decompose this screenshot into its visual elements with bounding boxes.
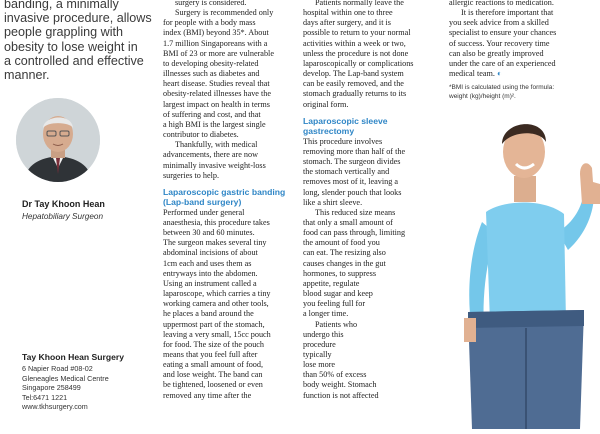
column-3 [303,0,443,401]
column-2 [163,0,295,401]
paragraph: Performed under general anaesthesia, this procedure takes between 30 and 60 minutes. The surgeon makes several tiny abdominal incisions of about 1cm each and uses them as entryways into the abdomen. Using an instrument called a laparoscope, which carries a tiny working camera and other tools, he places a band around the uppermost part of the stomach, leaving a very small, 15cc pouch for food. The size of the pouch means that you feel full after eating a small amount of food, and lose weight. The band can be tightened, loosened or even removed any time after the [163,207,271,400]
clinic-address [22,352,152,412]
lead-text: banding, a minimally invasive procedure, allows people grappling with obesity to lose weight in a controlled and effective manner. [4,0,152,83]
man-figure [446,112,600,429]
paragraph: Patients who undergo this procedure typically lose more than 50% of excess body weight. Stomach function is not affected [303,319,379,400]
doctor-name: Dr Tay Khoon Hean [22,199,105,209]
clinic-address-line: 6 Napier Road #08-02 [22,364,93,373]
clinic-address-line: Gleneagles Medical Centre [22,373,109,383]
clinic-address-line: Singapore 258499 [22,383,81,393]
section-heading: Laparoscopic sleeve gastrectomy [303,115,388,136]
column-4 [449,0,597,101]
paragraph: Thankfully, with medical advancements, there are now minimally invasive weight-loss surgeries to help. [163,140,266,180]
weight-loss-man-illustration [446,112,600,429]
paragraph: Surgery is recommended only for people with a body mass index (BMI) beyond 35*. About 1.7 million Singaporeans with a BMI of 23 or more are vulnerable to developing obesity-related illnesses such as diabetes and heart disease. Studies reveal that obesity-related illnesses have the largest impact on health in terms of suffering and cost, and that a high BMI is the largest single contributor to diabetes. [163,8,274,140]
paragraph: Patients normally leave the hospital within one to three days after surgery, and it is possible to return to your normal activities within a week or two, unless the procedure is not done laparoscopically or complications develop. The Lap-band system can be easily removed, and the stomach gradually returns to its original form. [303,0,414,109]
doctor-portrait [16,98,100,182]
doctor-title: Hepatobiliary Surgeon [22,212,104,221]
left-column [4,0,154,82]
section-heading: Laparoscopic gastric banding (Lap-band surgery) [163,186,286,207]
droplet-icon: ◐ [496,69,502,79]
clinic-website: www.tkhsurgery.com [22,402,88,412]
paragraph: surgery is considered. [175,0,247,7]
bmi-footnote: *BMI is calculated using the formula: weight (kg)/height (m)². [449,84,555,100]
clinic-name: Tay Khoon Hean Surgery [22,352,125,362]
doctor-portrait-image [16,98,100,182]
paragraph: This procedure involves removing more than half of the stomach. The surgeon divides the stomach vertically and removes most of it, leaving a long, slender pouch that looks like a shirt sleeve. [303,136,406,207]
paragraph: allergic reactions to medication. [449,0,554,7]
paragraph: It is therefore important that you seek advice from a skilled specialist to ensure your chances of success. Your recovery time can also be greatly improved under the care of an experienced medical team. ◐ [449,8,557,79]
paragraph: This reduced size means that only a small amount of food can pass through, limiting the amount of food you can eat. The resizing also causes changes in the gut hormones, to suppress appetite, regulate blood sugar and keep you feeling full for a longer time. [303,207,406,319]
clinic-phone: Tel:6471 1221 [22,392,68,402]
